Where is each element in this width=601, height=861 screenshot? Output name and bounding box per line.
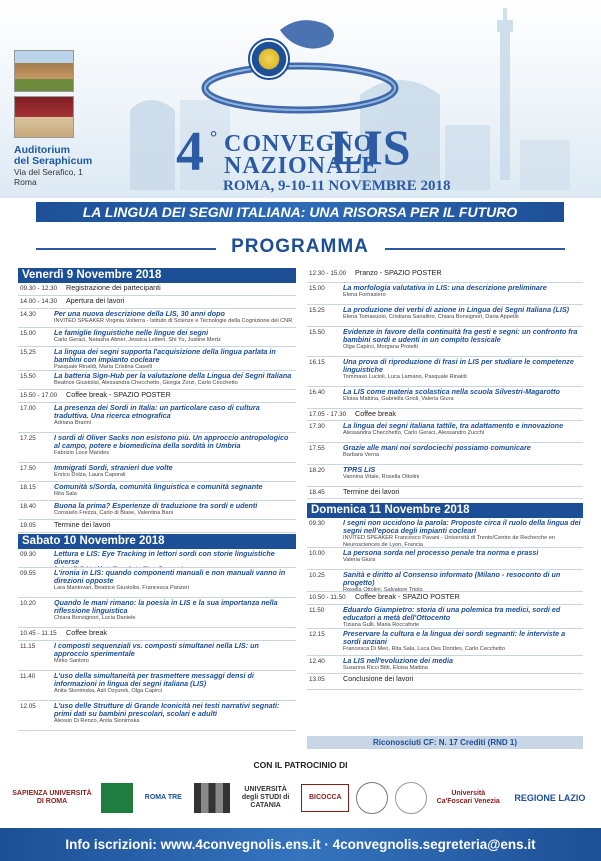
schedule-row (307, 629, 583, 656)
talk-speakers: Valeria Giura (343, 557, 376, 563)
schedule-row (307, 305, 583, 327)
talk-speakers: Chiara Bonsignori, Lucia Daniele (54, 615, 136, 621)
session-time: 09.30 (309, 520, 325, 527)
talk-title: La morfologia valutativa in LIS: una descrizione preliminare (343, 283, 547, 292)
day-header-saturday: Sabato 10 Novembre 2018 (18, 534, 296, 549)
talk-title: Grazie alle mani noi sordociechi possiamo comunicare (343, 443, 531, 452)
programma-label: PROGRAMMA (231, 236, 369, 257)
talk-speakers: Pasquale Rinaldi, Maria Cristina Caselli (54, 364, 152, 370)
saturday-schedule (18, 549, 296, 731)
schedule-row (307, 387, 583, 409)
talk-speakers: Enrico Dolza, Laura Caporali (54, 472, 126, 478)
talk-speakers: Mirko Santoro (54, 658, 89, 664)
session-time: 12.40 (309, 658, 325, 665)
session-label: Registrazione dei partecipanti (66, 283, 161, 292)
session-content (343, 570, 583, 591)
session-content (54, 598, 296, 627)
session-content (54, 463, 296, 481)
session-time: 10.25 (309, 572, 325, 579)
talk-title: L'uso delle Strutture di Grande Iconicità nei testi narrativi segnati: primi dati su bambini prescolari, scolari e adulti (54, 701, 280, 718)
talk-title: La batteria Sign-Hub per la valutazione della Lingua dei Segni Italiana (54, 371, 292, 380)
session-time: 13.05 (309, 676, 325, 683)
divider-right (385, 248, 565, 250)
roma-tre-logo-text: ROMA TRE (144, 794, 182, 801)
schedule-row (307, 283, 583, 305)
talk-speakers: Anita Slonimska, Asli Ozyurek, Olga Capirci (54, 688, 163, 694)
session-content (355, 409, 583, 420)
schedule-row (307, 421, 583, 443)
session-label: Coffee break - SPAZIO POSTER (355, 592, 460, 601)
talk-speakers: Lara Mantovan, Beatrice Giustolisi, Francesca Panzeri (54, 585, 189, 591)
session-time: 18.15 (20, 484, 36, 491)
talk-title: Immigrati Sordi, stranieri due volte (54, 463, 173, 472)
schedule-row (18, 283, 296, 296)
talk-speakers: Fabrizio Loce Mandes (54, 450, 110, 456)
schedule-row (307, 409, 583, 421)
schedule-row (307, 518, 583, 548)
session-time: 18.40 (20, 503, 36, 510)
session-content (343, 605, 583, 628)
catania-logo (237, 781, 295, 815)
session-content (54, 520, 296, 532)
session-time: 12.15 (309, 631, 325, 638)
session-time: 11.15 (20, 643, 36, 650)
session-time: 10.00 (309, 550, 325, 557)
session-content (66, 390, 296, 402)
session-time: 10.45 - 11.15 (20, 630, 57, 637)
schedule-row (307, 605, 583, 629)
talk-speakers: Vannina Vitale, Rosella Ottolini (343, 474, 420, 480)
theme-banner: LA LINGUA DEI SEGNI ITALIANA: UNA RISORSA PER IL FUTURO (36, 202, 564, 222)
session-time: 16.15 (309, 359, 325, 366)
talk-speakers: Consuelo Frezza, Carlo di Biase, Valentina Bani (54, 510, 173, 516)
day-header-friday: Venerdì 9 Novembre 2018 (18, 268, 296, 283)
catania-logo-text: UNIVERSITÀ degli STUDI di CATANIA (241, 786, 290, 809)
talk-title: La presenza dei Sordi in Italia: un particolare caso di cultura traduttiva. Una ricerca etnografica (54, 403, 260, 420)
session-label: Coffee break (66, 628, 108, 637)
talk-speakers: Adriana Branni (54, 420, 92, 426)
session-time: 09.30 - 12.30 (20, 285, 58, 292)
university-u-logo (101, 783, 133, 813)
session-label: Conclusione dei lavori (343, 674, 414, 683)
session-time: 17.50 (20, 465, 36, 472)
title-degree: ° (210, 127, 218, 147)
talk-speakers: Beatrice Giustolisi, Alessandra Checchetto, Giorgia Zorzi, Carlo Cecchetto (54, 380, 238, 386)
ca-foscari-logo-text: Università Ca'Foscari Venezia (436, 790, 500, 805)
talk-title: I segni non uccidono la parola: Proposte circa il ruolo della lingua dei segni nell'epoca degli impianti cocleari (343, 518, 581, 535)
session-label: Termine dei lavori (54, 520, 111, 529)
session-time: 09.30 (20, 551, 36, 558)
talk-title: La LIS come materia scolastica nella scuola Silvestri-Magarotto (343, 387, 560, 396)
schedule-row (18, 433, 296, 463)
talk-title: L'ironia in LIS: quando componenti manuali e non manuali vanno in direzioni opposte (54, 568, 286, 585)
talk-title: TPRS LIS (343, 465, 376, 474)
title-number: 4 (176, 121, 204, 183)
building-logo (194, 783, 230, 813)
session-time: 19.05 (20, 522, 36, 529)
session-time: 17.25 (20, 435, 36, 442)
event-place-dates: ROMA, 9-10-11 NOVEMBRE 2018 (223, 178, 451, 194)
session-time: 10.20 (20, 600, 36, 607)
session-time: 14.30 (20, 311, 36, 318)
schedule-row (18, 549, 296, 568)
talk-title: Buona la prima? Esperienze di traduzione tra sordi e udenti (54, 501, 258, 510)
session-time: 17.05 - 17.30 (309, 411, 347, 418)
session-content (54, 701, 296, 730)
session-content (54, 641, 296, 670)
session-time: 10.50 - 11.50 (309, 594, 346, 601)
talk-speakers: Eloisa Mattina, Gabriella Grioli, Valeria Giura (343, 396, 454, 402)
session-content (343, 656, 583, 673)
session-content (54, 371, 296, 389)
talk-speakers: Susanna Ricci Bitti, Eloisa Mattina (343, 665, 428, 671)
session-content (343, 674, 583, 689)
session-time: 09.55 (20, 570, 36, 577)
title-lis: LIS (330, 119, 411, 175)
title-convegno: CONVEGNO (224, 131, 374, 157)
credits-bar: Riconosciuti CF: N. 17 Crediti (RND 1) (307, 736, 583, 749)
session-time: 17.00 (20, 405, 36, 412)
schedule-row (307, 656, 583, 674)
sapienza-logo (10, 781, 94, 815)
title-nazionale: NAZIONALE (224, 153, 379, 179)
saturday-afternoon-schedule (307, 268, 583, 499)
talk-title: La persona sorda nel processo penale tra norma e prassi (343, 548, 539, 557)
sunday-schedule (307, 518, 583, 690)
schedule-row (307, 570, 583, 592)
talk-title: La produzione dei verbi di azione in Lingua dei Segni Italiana (LIS) (343, 305, 570, 314)
schedule-row (307, 268, 583, 283)
friday-schedule (18, 283, 296, 533)
schedule-row (18, 482, 296, 501)
crest-logo (395, 782, 427, 814)
ca-foscari-logo (433, 781, 503, 815)
session-content (54, 309, 296, 327)
talk-speakers: Alessandra Checchetto, Carlo Geraci, Alessandro Zucchi (343, 430, 485, 436)
session-label: Termine dei lavori (343, 487, 400, 496)
schedule-row (307, 443, 583, 465)
schedule-row (18, 463, 296, 482)
session-content (343, 629, 583, 655)
session-time: 11.50 (309, 607, 325, 614)
talk-speakers: Elena Fornasiero (343, 292, 386, 298)
regione-lazio-logo-text: REGIONE LAZIO (514, 793, 586, 803)
session-content (54, 568, 296, 597)
session-content (343, 387, 583, 408)
talk-speakers: Barbara Verna (343, 452, 380, 458)
auditorium-interior-photo (14, 96, 74, 138)
session-content (66, 296, 296, 308)
session-content (355, 268, 583, 282)
ens-logo-emblem (248, 38, 290, 80)
talk-speakers: Rosella Ottolini, Salvatore Triolo (343, 587, 423, 591)
talk-speakers: Tiziana Gulli, Maria Roccaforte (343, 622, 420, 628)
patronage-label: CON IL PATROCINIO DI (253, 760, 348, 770)
session-content (355, 592, 583, 604)
talk-title: Lettura e LIS: Eye Tracking in lettori sordi con storie linguistiche diverse (54, 549, 275, 566)
session-time: 15.25 (20, 349, 36, 356)
session-content (54, 671, 296, 700)
talk-speakers: INVITED SPEAKER Virginia Volterra - Istituto di Scienze e Tecnologie della Cognizione del CNR (54, 318, 293, 324)
session-content (54, 433, 296, 462)
schedule-row (307, 548, 583, 570)
schedule-row (18, 520, 296, 533)
session-content (54, 347, 296, 370)
schedule-row (18, 390, 296, 403)
talk-title: La lingua dei segni supporta l'acquisizione della lingua parlata in bambini con impianto cocleare (54, 347, 276, 364)
schedule-row (18, 701, 296, 731)
session-content (343, 305, 583, 326)
session-time: 12.05 (20, 703, 36, 710)
session-content (343, 548, 583, 569)
talk-title: Per una nuova descrizione della LIS, 30 anni dopo (54, 309, 225, 318)
schedule-row (307, 592, 583, 605)
schedule-row (307, 357, 583, 387)
schedule-row (307, 465, 583, 487)
regione-lazio-logo (510, 781, 590, 815)
schedule-row (18, 671, 296, 701)
session-content (343, 283, 583, 304)
talk-title: Comunità s/Sorda, comunità linguistica e comunità segnante (54, 482, 263, 491)
talk-speakers (54, 566, 294, 567)
session-time: 14.00 - 14.30 (20, 298, 58, 305)
talk-speakers: Elena Tomasuolo, Cristiana Sanalitro, Chiara Bonsignori, Daria Appetiti (343, 314, 519, 320)
session-content (66, 283, 296, 295)
venue-exterior-photo (14, 50, 74, 92)
session-content (343, 518, 583, 547)
session-time: 18.20 (309, 467, 325, 474)
talk-title: Quando le mani rimano: la poesia in LIS e la sua importanza nella riflessione linguistica (54, 598, 278, 615)
venue-street: Via del Serafico, 1 (14, 167, 83, 177)
talk-title: L'uso della simultaneità per trasmettere messaggi densi di informazioni in lingua dei segni italiana (LIS) (54, 671, 254, 688)
sponsor-logos (10, 778, 590, 818)
talk-title: Una prova di riproduzione di frasi in LIS per studiare le competenze linguistiche (343, 357, 574, 374)
session-time: 15.00 (309, 285, 325, 292)
session-content (343, 443, 583, 464)
day-header-sunday: Domenica 11 Novembre 2018 (307, 503, 583, 518)
session-time: 15.00 (20, 330, 36, 337)
schedule-row (18, 328, 296, 347)
talk-title: Sanità e diritto al Consenso informato (Milano - resoconto di un progetto) (343, 570, 561, 587)
schedule-row (18, 403, 296, 433)
schedule-row (307, 327, 583, 357)
schedule-row (307, 674, 583, 690)
session-content (54, 482, 296, 500)
session-time: 11.40 (20, 673, 36, 680)
talk-speakers: Carlo Geraci, Natasha Abner, Jessica Lettieri, Shi Yu, Justine Mertz (54, 337, 221, 343)
venue-name-2: del Seraphicum (14, 155, 93, 167)
session-time: 15.50 - 17.00 (20, 392, 58, 399)
schedule-row (18, 309, 296, 328)
venue-info (14, 145, 124, 187)
session-time: 17.30 (309, 423, 325, 430)
session-time: 17.55 (309, 445, 325, 452)
talk-title: I composti sequenziali vs. composti simultanei nella LIS: un approccio sperimentale (54, 641, 259, 658)
session-label: Coffee break (355, 409, 397, 418)
talk-speakers: Tommaso Lucioli, Luca Lamano, Pasquale Rinaldi (343, 374, 467, 380)
schedule-row (18, 598, 296, 628)
session-label: Pranzo - SPAZIO POSTER (355, 268, 442, 277)
talk-title: Eduardo Giampietro: storia di una polemica tra medici, sordi ed educatori a metà dell'Ottocento (343, 605, 561, 622)
talk-speakers: Alessio Di Renzo, Anita Slonimska (54, 718, 140, 724)
talk-title: Preservare la cultura e la lingua dei sordi segnanti: le interviste a sordi anziani (343, 629, 566, 646)
talk-speakers: INVITED SPEAKER Francesco Pavani - Università di Trento/Centre de Recherche en Neurosciences de Lyon, Francia (343, 535, 556, 547)
session-time: 18.45 (309, 489, 325, 496)
seal-logo (356, 782, 388, 814)
session-time: 15.50 (20, 373, 36, 380)
session-content (66, 628, 296, 640)
talk-speakers: Olga Capirci, Morgana Proietti (343, 344, 418, 350)
talk-title: La lingua dei segni italiana tattile, tra adattamento e innovazione (343, 421, 564, 430)
bicocca-logo (301, 784, 349, 812)
session-content (54, 328, 296, 346)
session-content (343, 487, 583, 498)
talk-speakers: Francesca Di Meo, Rita Sala, Luca Des Dorides, Carlo Cecchetto (343, 646, 505, 652)
schedule-row (18, 568, 296, 598)
venue-name: Auditorium (14, 144, 70, 156)
venue-city: Roma (14, 177, 37, 187)
schedule-row (18, 347, 296, 371)
session-time: 16.40 (309, 389, 325, 396)
talk-title: Le famiglie linguistiche nelle lingue dei segni (54, 328, 209, 337)
session-time: 12.30 - 15.00 (309, 270, 347, 277)
session-content (54, 501, 296, 519)
roma-tre-logo (139, 781, 187, 815)
session-time: 15.50 (309, 329, 325, 336)
footer-info: Info iscrizioni: www.4convegnolis.ens.it · 4convegnolis.segreteria@ens.it (0, 828, 601, 861)
talk-title: I sordi di Oliver Sacks non esistono più. Un approccio antropologico al campo, potere e biomedicina della sordità in Umbria (54, 433, 289, 450)
header (0, 0, 601, 198)
session-content (343, 421, 583, 442)
session-content (343, 357, 583, 386)
sapienza-logo-text: SAPIENZA UNIVERSITÀ DI ROMA (12, 790, 92, 805)
talk-title: La LIS nell'evoluzione dei media (343, 656, 453, 665)
bicocca-logo-text: BICOCCA (308, 794, 342, 801)
talk-title: Evidenze in favore della continuità fra gesti e segni: un confronto fra bambini sordi e udenti in un compito lessicale (343, 327, 578, 344)
schedule-row (18, 641, 296, 671)
schedule-row (18, 371, 296, 390)
schedule-row (307, 487, 583, 499)
session-content (54, 403, 296, 432)
talk-speakers: Rita Sala (54, 491, 77, 497)
programma-heading (0, 236, 601, 260)
right-column (307, 268, 583, 690)
session-label: Apertura dei lavori (66, 296, 125, 305)
schedule-row (18, 296, 296, 309)
schedule-row (18, 628, 296, 641)
session-time: 15.25 (309, 307, 325, 314)
schedule-row (18, 501, 296, 520)
session-content (54, 549, 296, 567)
left-column (18, 268, 296, 731)
session-content (343, 327, 583, 356)
divider-left (36, 248, 216, 250)
session-content (343, 465, 583, 486)
session-label: Coffee break - SPAZIO POSTER (66, 390, 171, 399)
